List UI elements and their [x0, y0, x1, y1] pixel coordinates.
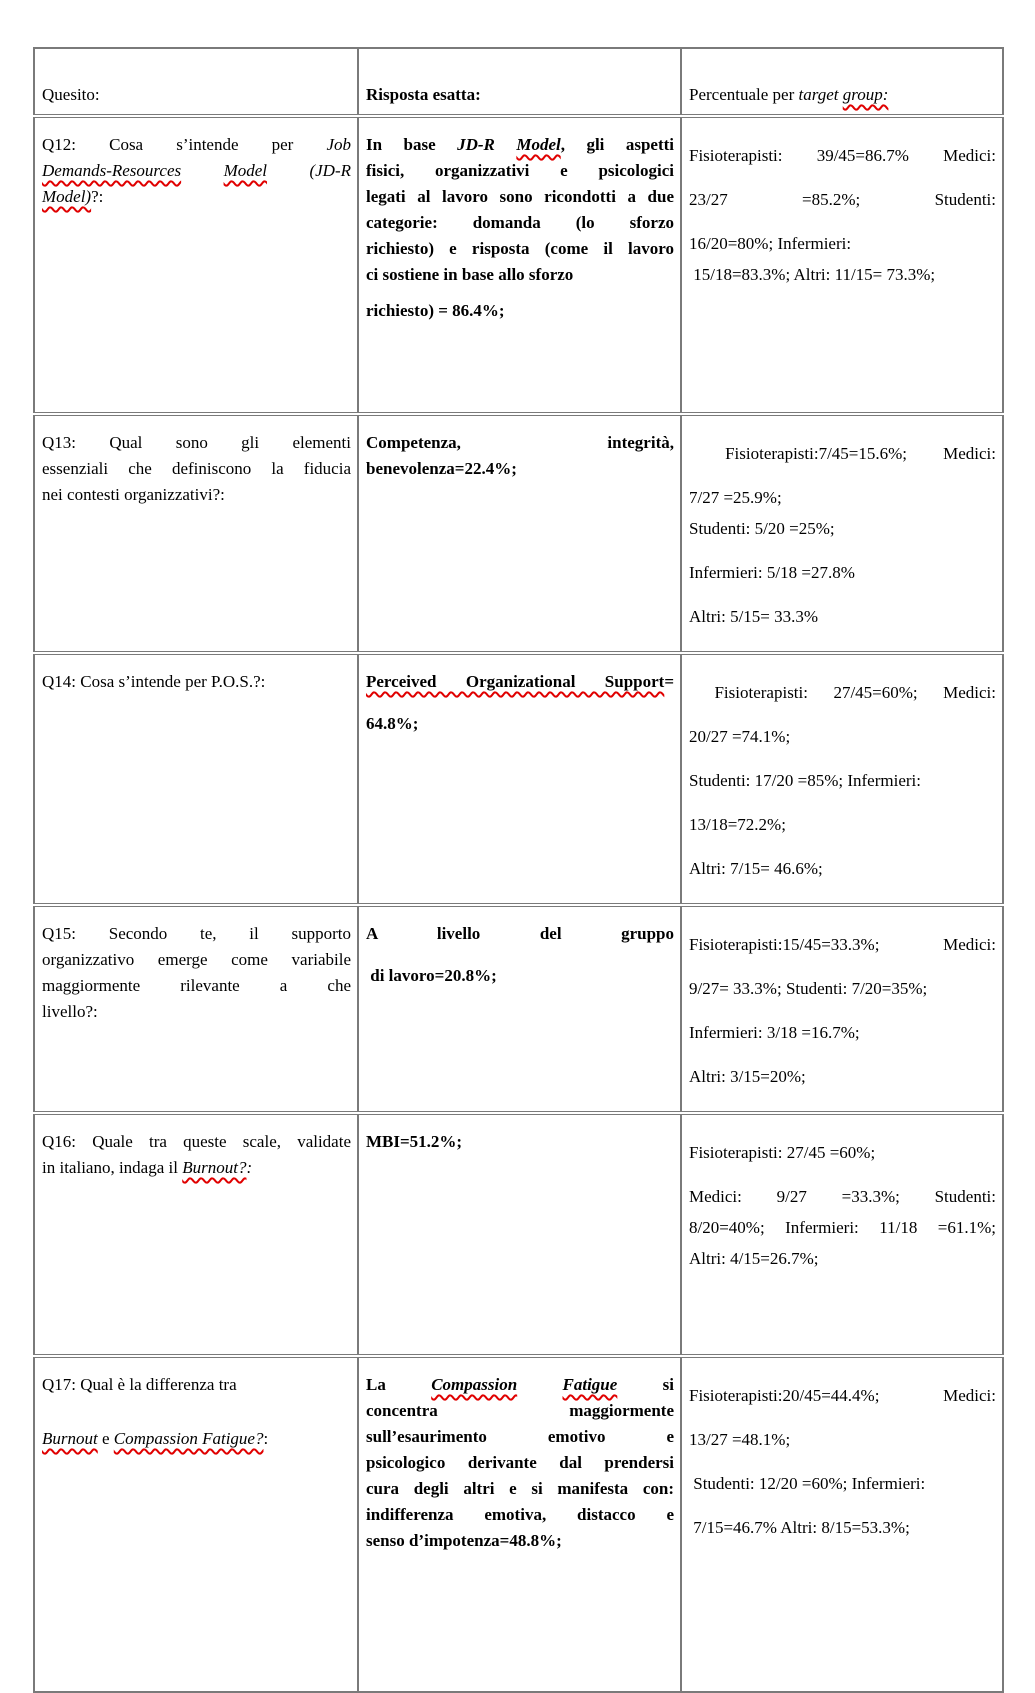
- header-quesito: [34, 48, 358, 116]
- text-line: 16/20=80%; Infermieri:: [689, 234, 852, 253]
- text-line: livello?:: [42, 1002, 98, 1021]
- table-row-q15: [34, 905, 1003, 1113]
- text-line: 9/27= 33.3%; Studenti: 7/20=35%;: [689, 979, 928, 998]
- text-line: In base JD-R Model, gli aspetti: [366, 135, 675, 154]
- table-row-q14: [34, 653, 1003, 905]
- text-line: Burnout e Compassion Fatigue?:: [42, 1429, 269, 1448]
- text-line: Quesito:: [42, 85, 100, 104]
- text-line: indifferenza emotiva, distacco e: [366, 1505, 674, 1524]
- text-line: maggiormente rilevante a che: [42, 976, 351, 995]
- answer-cell-q13: [358, 414, 681, 653]
- text-line: in italiano, indaga il Burnout?:: [42, 1158, 253, 1177]
- text-line: Perceived Organizational Support=: [366, 672, 674, 691]
- percentage-cell-q16: [681, 1113, 1003, 1356]
- text-line: psicologico derivante dal prendersi: [366, 1453, 674, 1472]
- text-line: Altri: 5/15= 33.3%: [689, 607, 819, 626]
- text-line: Demands-Resources Model (JD-R: [42, 161, 351, 180]
- answer-cell-q12: [358, 116, 681, 414]
- text-line: cura degli altri e si manifesta con:: [366, 1479, 674, 1498]
- text-line: Q16: Quale tra queste scale, validate: [42, 1132, 351, 1151]
- text-line: categorie: domanda (lo sforzo: [366, 213, 674, 232]
- text-line: Studenti: 12/20 =60%; Infermieri:: [689, 1474, 926, 1493]
- text-line: Q15: Secondo te, il supporto: [42, 924, 351, 943]
- answer-cell-q15: [358, 905, 681, 1113]
- text-line: Infermieri: 5/18 =27.8%: [689, 563, 855, 582]
- text-line: nei contesti organizzativi?:: [42, 485, 225, 504]
- answer-cell-q16: [358, 1113, 681, 1356]
- text-line: Fisioterapisti:20/45=44.4%; Medici:: [689, 1386, 996, 1405]
- question-cell-q12: [34, 116, 358, 414]
- text-line: Q13: Qual sono gli elementi: [42, 433, 351, 452]
- question-cell-q14: [34, 653, 358, 905]
- text-line: Fisioterapisti: 39/45=86.7% Medici:: [689, 146, 996, 165]
- text-line: Studenti: 17/20 =85%; Infermieri:: [689, 771, 921, 790]
- question-cell-q16: [34, 1113, 358, 1356]
- text-line: fisici, organizzativi e psicologici: [366, 161, 674, 180]
- text-line: 13/18=72.2%;: [689, 815, 786, 834]
- text-line: Fisioterapisti:15/45=33.3%; Medici:: [689, 935, 996, 954]
- text-line: di lavoro=20.8%;: [366, 966, 497, 985]
- table-row-q13: [34, 414, 1003, 653]
- text-line: Fisioterapisti: 27/45=60%; Medici:: [689, 683, 996, 702]
- question-cell-q15: [34, 905, 358, 1113]
- text-line: La Compassion Fatigue si: [366, 1375, 674, 1394]
- question-cell-q17: [34, 1356, 358, 1692]
- text-line: Risposta esatta:: [366, 85, 481, 104]
- table-body: [34, 116, 1003, 1692]
- results-table: [33, 47, 1004, 1693]
- text-line: Medici: 9/27 =33.3%; Studenti:: [689, 1187, 996, 1206]
- text-line: MBI=51.2%;: [366, 1132, 463, 1151]
- text-line: 7/15=46.7% Altri: 8/15=53.3%;: [689, 1518, 910, 1537]
- text-line: sull’esaurimento emotivo e: [366, 1427, 674, 1446]
- answer-cell-q17: [358, 1356, 681, 1692]
- header-percentuale-target-group: [681, 48, 1003, 116]
- text-line: Model)?:: [42, 187, 104, 206]
- text-line: 15/18=83.3%; Altri: 11/15= 73.3%;: [689, 265, 936, 284]
- text-line: 8/20=40%; Infermieri: 11/18 =61.1%;: [689, 1218, 996, 1237]
- text-line: essenziali che definiscono la fiducia: [42, 459, 351, 478]
- text-line: Altri: 3/15=20%;: [689, 1067, 806, 1086]
- text-line: Competenza, integrità,: [366, 433, 674, 452]
- table-row-q12: [34, 116, 1003, 414]
- percentage-cell-q14: [681, 653, 1003, 905]
- text-line: benevolenza=22.4%;: [366, 459, 517, 478]
- text-line: Fisioterapisti: 27/45 =60%;: [689, 1143, 876, 1162]
- table-row-q16: [34, 1113, 1003, 1356]
- table-row-q17: [34, 1356, 1003, 1692]
- text-line: Studenti: 5/20 =25%;: [689, 519, 835, 538]
- percentage-cell-q12: [681, 116, 1003, 414]
- text-line: concentra maggiormente: [366, 1401, 674, 1420]
- header-risposta-esatta: [358, 48, 681, 116]
- header-row: [34, 48, 1003, 116]
- text-line: richiesto) = 86.4%;: [366, 301, 505, 320]
- text-line: Q14: Cosa s’intende per P.O.S.?:: [42, 672, 266, 691]
- text-line: Altri: 7/15= 46.6%;: [689, 859, 823, 878]
- text-line: richiesto) e risposta (come il lavoro: [366, 239, 674, 258]
- text-line: A livello del gruppo: [366, 924, 674, 943]
- text-line: Q12: Cosa s’intende per Job: [42, 135, 351, 154]
- text-line: Fisioterapisti:7/45=15.6%; Medici:: [689, 444, 996, 463]
- percentage-cell-q17: [681, 1356, 1003, 1692]
- text-line: Altri: 4/15=26.7%;: [689, 1249, 819, 1268]
- text-line: 64.8%;: [366, 714, 419, 733]
- percentage-cell-q15: [681, 905, 1003, 1113]
- text-line: 20/27 =74.1%;: [689, 727, 791, 746]
- question-cell-q13: [34, 414, 358, 653]
- text-line: Percentuale per target group:: [689, 85, 889, 104]
- text-line: organizzativo emerge come variabile: [42, 950, 351, 969]
- text-line: 7/27 =25.9%;: [689, 488, 782, 507]
- text-line: Infermieri: 3/18 =16.7%;: [689, 1023, 860, 1042]
- answer-cell-q14: [358, 653, 681, 905]
- text-line: legati al lavoro sono ricondotti a due: [366, 187, 674, 206]
- text-line: ci sostiene in base allo sforzo: [366, 265, 574, 284]
- text-line: Q17: Qual è la differenza tra: [42, 1375, 237, 1394]
- text-line: 23/27 =85.2%; Studenti:: [689, 190, 996, 209]
- text-line: 13/27 =48.1%;: [689, 1430, 791, 1449]
- text-line: senso d’impotenza=48.8%;: [366, 1531, 562, 1550]
- percentage-cell-q13: [681, 414, 1003, 653]
